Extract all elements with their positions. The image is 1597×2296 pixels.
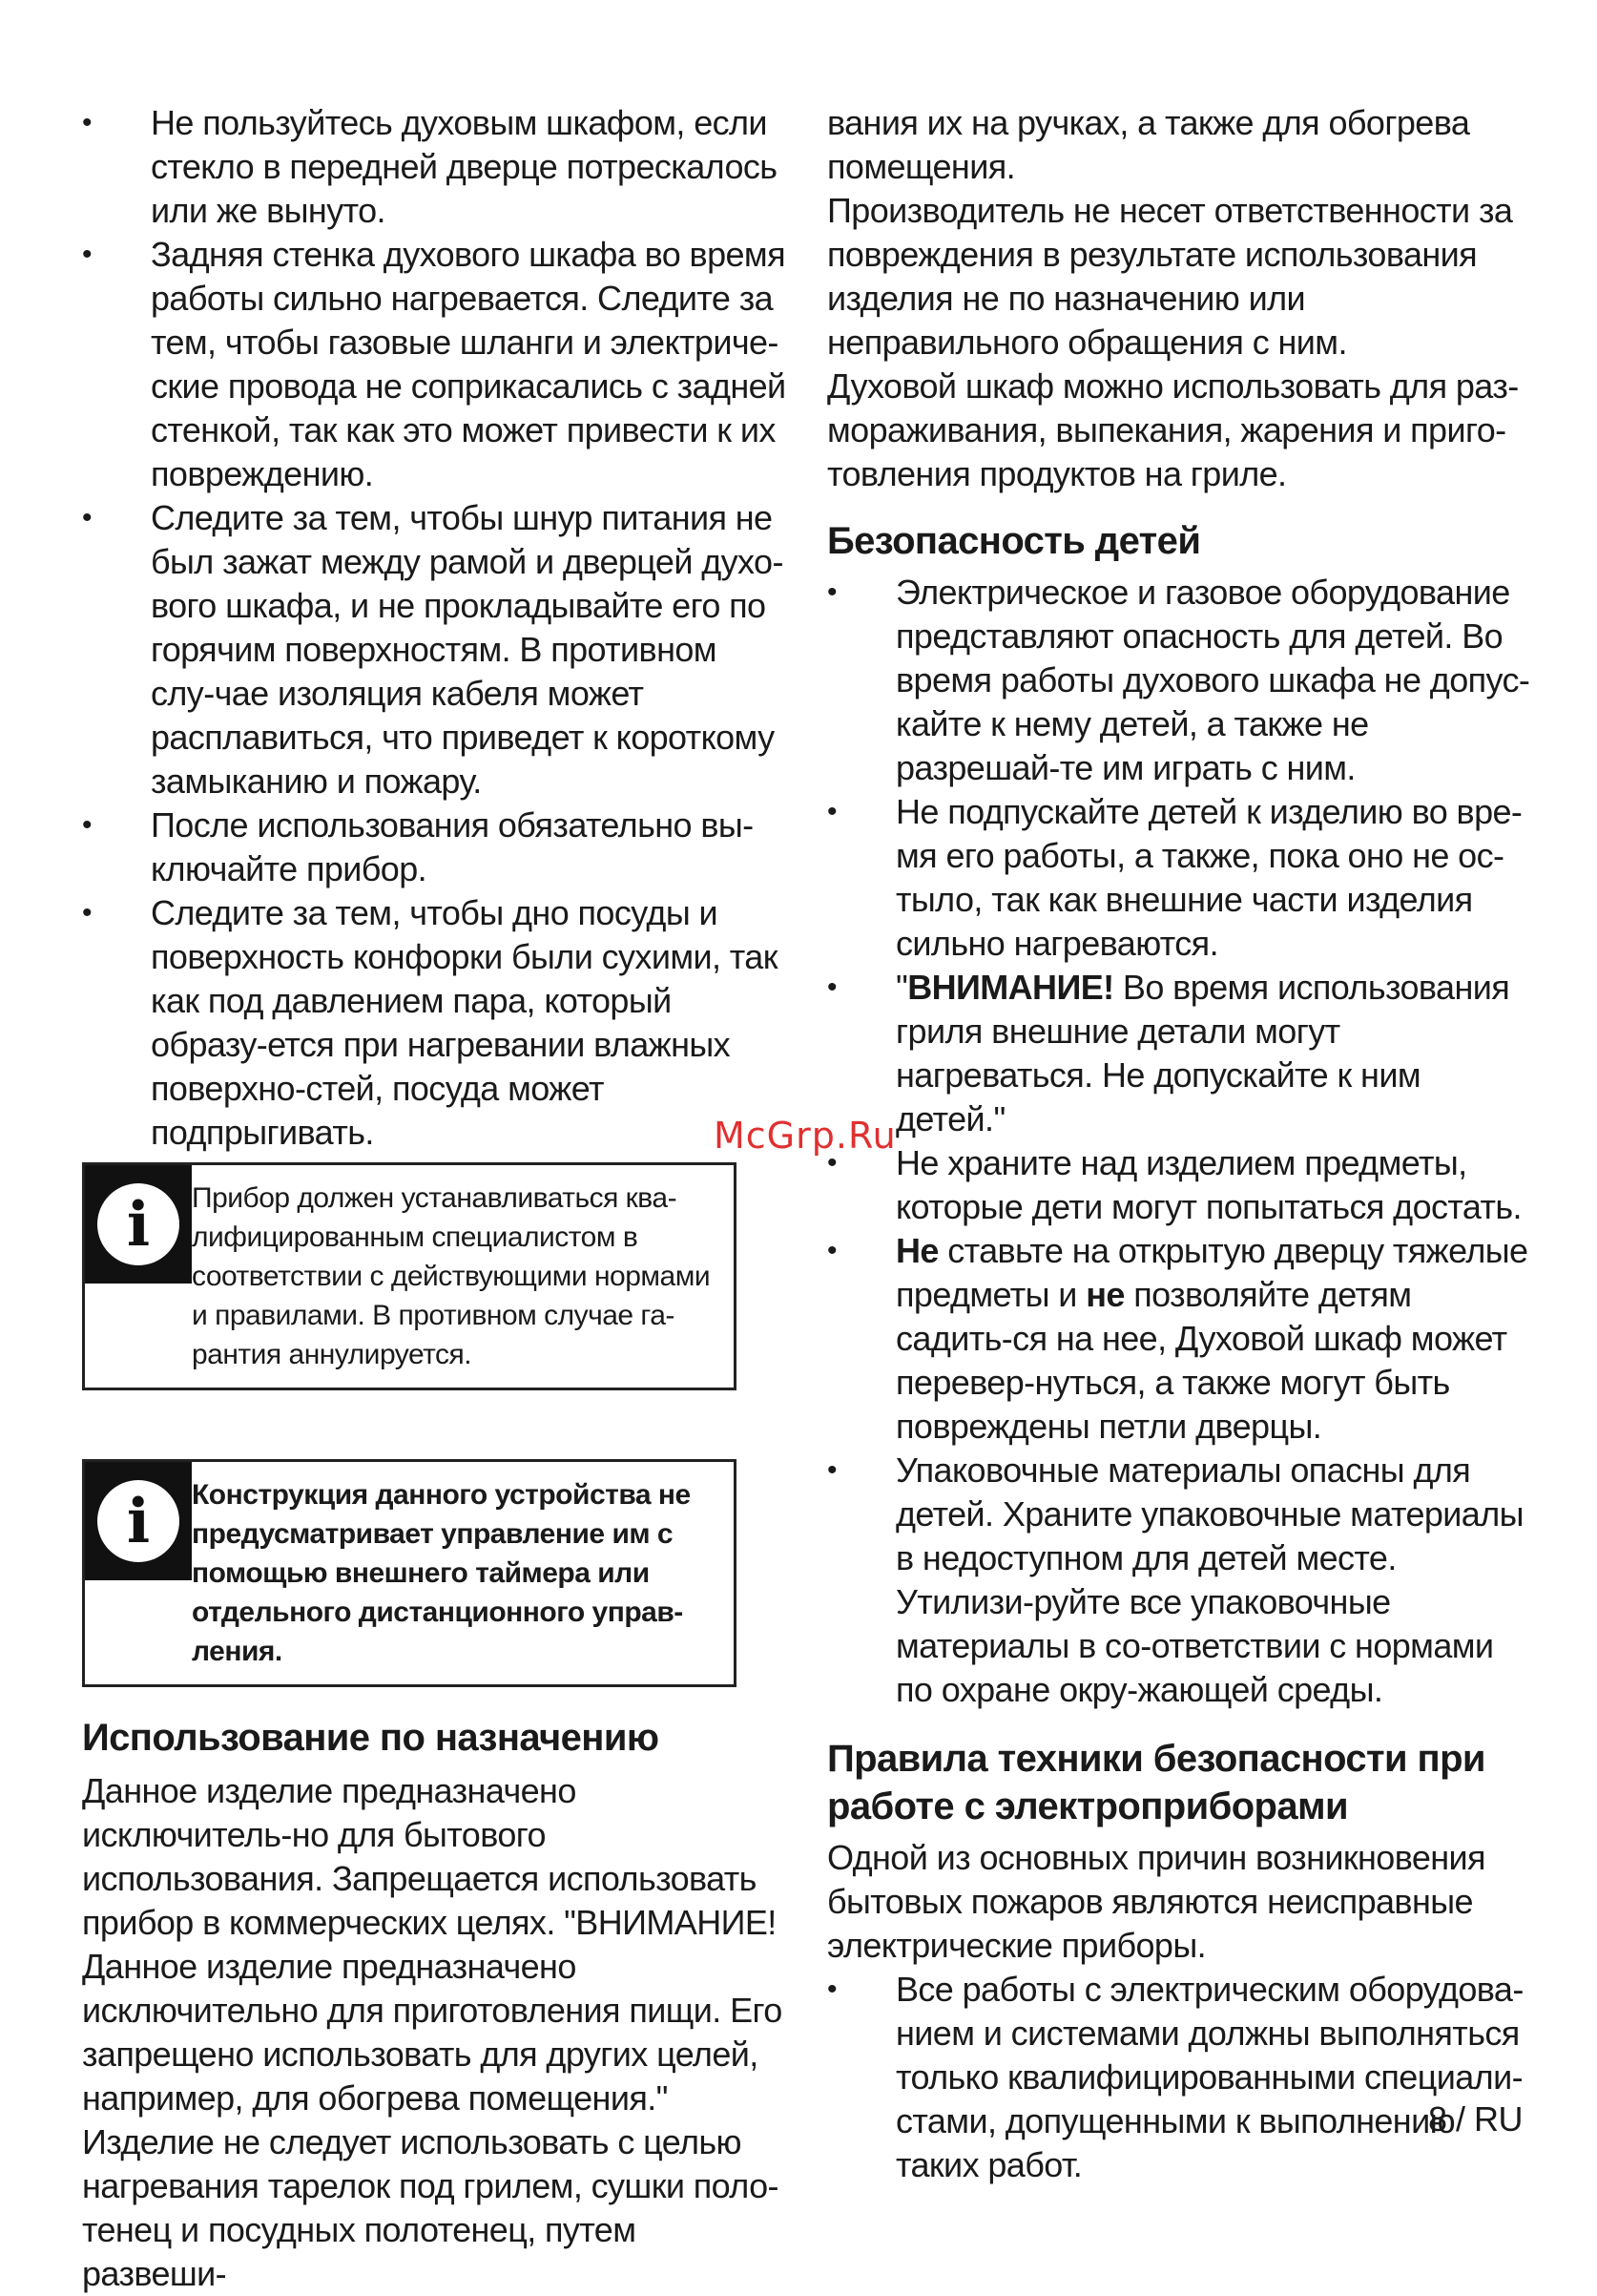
list-item: • Электрическое и газовое оборудование представляют опасность для детей. Во время работы духового шкафа не допус-кайте к нему детей, а также не разрешай-те им играть с ним. xyxy=(827,571,1533,790)
right-column xyxy=(827,101,1533,2187)
list-item: • Не храните над изделием предметы, которые дети могут попытаться достать. xyxy=(827,1141,1533,1229)
list-item: • Упаковочные материалы опасны для детей. Храните упаковочные материалы в недоступном для детей месте. Утилизи-руйте все упаковочные материалы в со-ответствии с нормами по охране окру-жающей среды. xyxy=(827,1449,1533,1712)
child-safety-bullets xyxy=(827,571,1533,1712)
list-item xyxy=(827,966,1533,1141)
list-item: • Следите за тем, чтобы дно посуды и поверхность конфорки были сухими, так как под давлением пара, который образу-ется при нагревании влажных поверхно-стей, посуда может подпрыгивать. xyxy=(82,891,788,1155)
section-title-child-safety: Безопасность детей xyxy=(827,520,1201,562)
electrical-safety-text: Одной из основных причин возникновения бытовых пожаров являются неисправные электрические приборы. xyxy=(827,1838,1485,1965)
section-title-electrical-safety: Правила техники безопасности при работе с электроприборами xyxy=(827,1738,1485,1827)
quote-mark: " xyxy=(896,968,908,1007)
list-item: • Следите за тем, чтобы шнур питания не был зажат между рамой и дверцей духо-вого шкафа, и не прокладывайте его по горячим поверхностям. В противном слу-чае изоляция кабеля может расплавиться, что приведет к короткому замыканию и пожару. xyxy=(82,496,788,804)
list-item-text: ставьте на открытую дверцу тяжелые предметы и xyxy=(896,1231,1528,1314)
list-item: • После использования обязательно вы-ключайте прибор. xyxy=(82,804,788,891)
list-item-text: позволяйте детям садить-ся на нее, Духовой шкаф может перевер-нуться, а также могут быть повреждены петли дверцы. xyxy=(896,1275,1507,1446)
info-text: Прибор должен устанавливаться ква-лифицированным специалистом в соответствии с действующими нормами и правилами. В противном случае га-рантия аннулируется. xyxy=(192,1182,711,1370)
emphasis: не xyxy=(1086,1275,1125,1314)
intended-use-text: Данное изделие предназначено исключитель-но для бытового использования. Запрещается использовать прибор в коммерческих целях. "ВНИМАНИЕ! Данное изделие предназначено исключительно для приготовления пищи. Его запрещено использовать для других целей, например, для обогрева помещения." Изделие не следует использовать с целью нагревания тарелок под грилем, сушки поло-тенец и посудных полотенец, путем развеши- xyxy=(82,1771,782,2293)
safety-bullets xyxy=(82,101,788,1155)
watermark: McGrp.Ru xyxy=(714,1115,897,1157)
info-icon: i xyxy=(85,1462,192,1580)
list-item: • Не пользуйтесь духовым шкафом, если стекло в передней дверце потрескалось или же вынуто. xyxy=(82,101,788,233)
left-column xyxy=(82,101,788,2296)
info-box-installation xyxy=(82,1162,736,1390)
list-item-text: Во время использования гриля внешние детали могут нагреваться. Не допускайте к ним детей." xyxy=(896,968,1510,1138)
info-box-timer xyxy=(82,1459,736,1687)
info-icon: i xyxy=(85,1165,192,1284)
paragraph: Духовой шкаф можно использовать для раз-мораживания, выпекания, жарения и приго-товления продуктов на гриле. xyxy=(827,366,1519,493)
electrical-safety-bullets xyxy=(827,1968,1533,2187)
page-number: 8 / RU xyxy=(1427,2099,1523,2139)
list-item: • Не подпускайте детей к изделию во вре-мя его работы, а также, пока оно не ос-тыло, так как внешние части изделия сильно нагреваются. xyxy=(827,790,1533,966)
warning-label: ВНИМАНИЕ! xyxy=(907,968,1114,1007)
continuation-text: вания их на ручках, а также для обогрева помещения. xyxy=(827,103,1470,186)
list-item: • Задняя стенка духового шкафа во время работы сильно нагревается. Следите за тем, чтобы газовые шланги и электриче-ские провода не соприкасались с задней стенкой, так как это может привести к их повреждению. xyxy=(82,233,788,496)
info-text: Конструкция данного устройства не предусматривает управление им с помощью внешнего таймера или отдельного дистанционного управ-ления. xyxy=(192,1479,691,1667)
paragraph: Производитель не несет ответственности за повреждения в результате использования изделия не по назначению или неправильного обращения с ним. xyxy=(827,191,1513,362)
section-title-intended-use: Использование по назначению xyxy=(82,1717,659,1759)
list-item xyxy=(827,1229,1533,1449)
list-item: • Все работы с электрическим оборудова-нием и системами должны выполняться только квалифицированными специали-стами, допущенными к выполнению таких работ. xyxy=(827,1968,1533,2187)
emphasis: Не xyxy=(896,1231,939,1270)
